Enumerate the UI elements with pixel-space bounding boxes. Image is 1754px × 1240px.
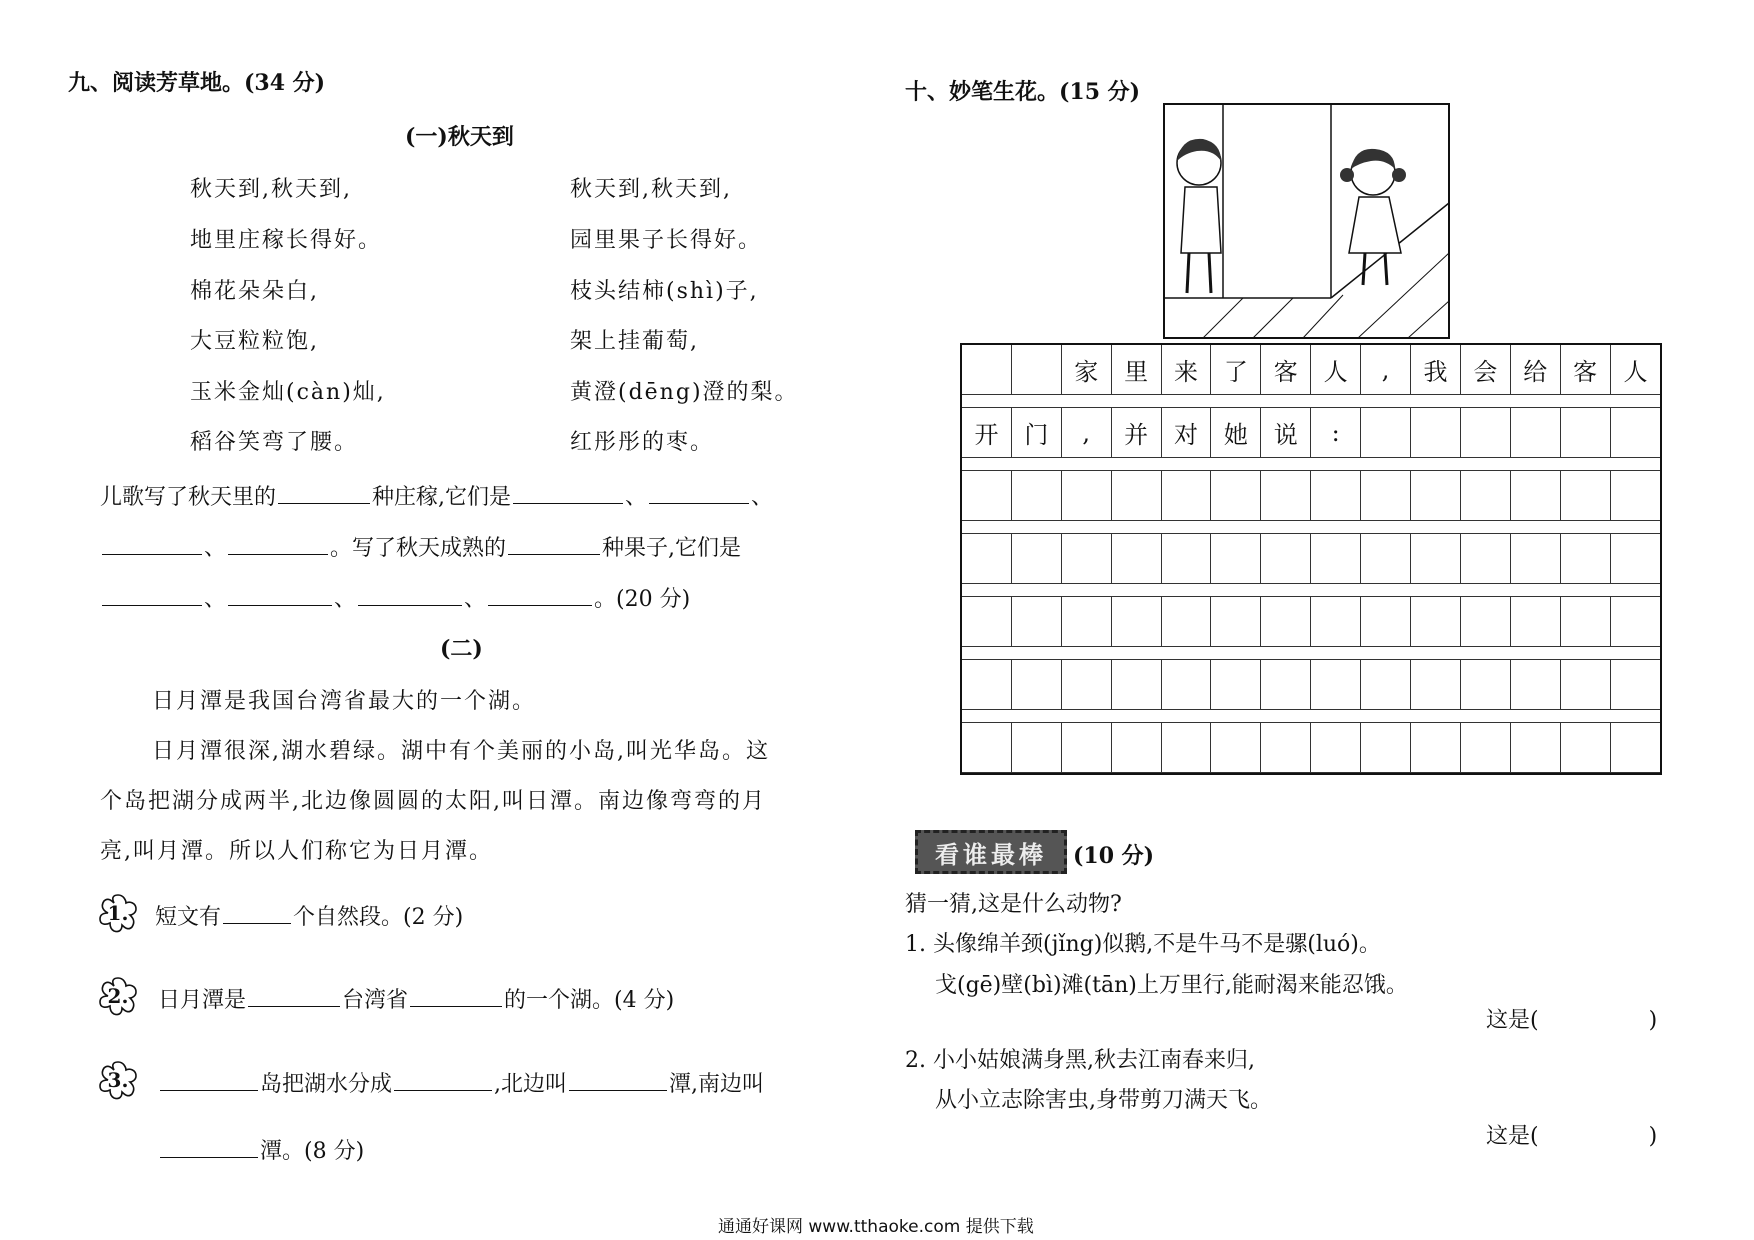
grid-cell[interactable]: 人 bbox=[1311, 345, 1361, 395]
writing-grid[interactable] bbox=[960, 343, 1662, 775]
question-number: 1. bbox=[107, 901, 129, 925]
grid-cell[interactable] bbox=[1211, 471, 1261, 521]
grid-row-gap bbox=[962, 710, 1660, 723]
grid-cell[interactable] bbox=[1112, 660, 1162, 710]
grid-cell[interactable] bbox=[1261, 597, 1311, 647]
answer-blank[interactable] bbox=[394, 1089, 492, 1091]
riddle-1-line2: 戈(gē)壁(bì)滩(tān)上万里行,能耐渴来能忍饿。 bbox=[935, 973, 1408, 998]
q1-text: 。(20 分) bbox=[594, 587, 691, 612]
poem-line: 架上挂葡萄, bbox=[570, 329, 699, 354]
grid-row-gap bbox=[962, 584, 1660, 597]
q-text: ,北边叫 bbox=[494, 1072, 568, 1097]
grid-cell[interactable]: 说 bbox=[1261, 408, 1311, 458]
q1-text: 、 bbox=[625, 485, 648, 510]
grid-cell[interactable] bbox=[962, 345, 1012, 395]
grid-cell[interactable] bbox=[1511, 660, 1561, 710]
grid-cell[interactable] bbox=[1261, 471, 1311, 521]
grid-cell[interactable] bbox=[1511, 534, 1561, 584]
answer-blank[interactable] bbox=[358, 604, 462, 606]
answer-blank[interactable] bbox=[488, 604, 592, 606]
q1-text: 儿歌写了秋天里的 bbox=[100, 485, 277, 510]
poem-line: 玉米金灿(càn)灿, bbox=[190, 380, 386, 405]
grid-cell[interactable]: 开 bbox=[962, 408, 1012, 458]
grid-cell[interactable] bbox=[962, 471, 1012, 521]
q1-text: 种庄稼,它们是 bbox=[372, 485, 512, 510]
grid-row-gap bbox=[962, 647, 1660, 660]
grid-cell[interactable] bbox=[1062, 471, 1112, 521]
grid-cell[interactable] bbox=[1611, 534, 1661, 584]
grid-cell[interactable] bbox=[1012, 660, 1062, 710]
grid-row-gap bbox=[962, 458, 1660, 471]
poem-line: 枝头结柿(shì)子, bbox=[570, 279, 759, 304]
passage-line: 个岛把湖分成两半,北边像圆圆的太阳,叫日潭。南边像弯弯的月 bbox=[100, 789, 766, 814]
answer-blank[interactable] bbox=[102, 604, 202, 606]
answer-blank[interactable] bbox=[508, 553, 600, 555]
grid-cell[interactable] bbox=[1561, 408, 1611, 458]
grid-cell[interactable] bbox=[1561, 723, 1611, 773]
grid-cell[interactable] bbox=[1561, 471, 1611, 521]
grid-cell[interactable]: , bbox=[1361, 345, 1411, 395]
grid-cell[interactable]: 我 bbox=[1411, 345, 1461, 395]
grid-cell[interactable] bbox=[1561, 534, 1611, 584]
poem-line: 红彤彤的枣。 bbox=[570, 430, 715, 455]
door-visitor-illustration bbox=[1163, 103, 1450, 339]
answer-blank[interactable] bbox=[410, 1005, 502, 1007]
grid-cell[interactable]: 了 bbox=[1211, 345, 1261, 395]
riddle-1-line1 bbox=[905, 927, 1381, 958]
q1-line3 bbox=[100, 582, 690, 613]
grid-cell[interactable] bbox=[1012, 723, 1062, 773]
question-number-badge bbox=[96, 1058, 140, 1102]
grid-cell[interactable] bbox=[1261, 534, 1311, 584]
grid-cell[interactable]: 客 bbox=[1261, 345, 1311, 395]
grid-cell[interactable] bbox=[1311, 723, 1361, 773]
grid-cell[interactable] bbox=[1411, 723, 1461, 773]
grid-cell[interactable] bbox=[1062, 723, 1112, 773]
riddle-text: 小小姑娘满身黑,秋去江南春来归, bbox=[933, 1048, 1255, 1073]
grid-cell[interactable] bbox=[1012, 345, 1062, 395]
answer-blank[interactable] bbox=[160, 1156, 258, 1158]
grid-cell[interactable] bbox=[1461, 408, 1511, 458]
question-2 bbox=[158, 983, 674, 1014]
answer-blank[interactable] bbox=[102, 553, 202, 555]
bonus-score: (10 分) bbox=[1073, 843, 1155, 869]
grid-cell[interactable] bbox=[962, 660, 1012, 710]
q1-text: 、 bbox=[751, 485, 774, 510]
poem-line: 地里庄稼长得好。 bbox=[190, 228, 383, 253]
part1-title: (一)秋天到 bbox=[405, 124, 514, 150]
riddle-2-line2: 从小立志除害虫,身带剪刀满天飞。 bbox=[935, 1088, 1272, 1113]
answer-blank[interactable] bbox=[248, 1005, 340, 1007]
question-3-line2 bbox=[158, 1134, 364, 1165]
passage-line: 日月潭很深,湖水碧绿。湖中有个美丽的小岛,叫光华岛。这 bbox=[152, 739, 770, 764]
grid-cell[interactable] bbox=[1511, 471, 1561, 521]
q-text: 个自然段。(2 分) bbox=[293, 905, 464, 930]
q-text: 岛把湖水分成 bbox=[260, 1072, 393, 1097]
grid-cell[interactable] bbox=[1162, 597, 1212, 647]
grid-cell[interactable] bbox=[962, 534, 1012, 584]
grid-cell[interactable] bbox=[1361, 471, 1411, 521]
grid-row bbox=[962, 471, 1660, 521]
grid-cell[interactable] bbox=[1261, 660, 1311, 710]
part2-title: (二) bbox=[440, 636, 483, 662]
riddle-number: 2. bbox=[905, 1048, 926, 1073]
q1-text: 、 bbox=[204, 536, 227, 561]
grid-cell[interactable] bbox=[1411, 408, 1461, 458]
grid-cell[interactable]: 对 bbox=[1162, 408, 1212, 458]
grid-cell[interactable]: 门 bbox=[1012, 408, 1062, 458]
answer-blank[interactable] bbox=[569, 1089, 667, 1091]
grid-row bbox=[962, 597, 1660, 647]
grid-cell[interactable] bbox=[1062, 597, 1112, 647]
q-text: 台湾省 bbox=[342, 988, 409, 1013]
grid-cell[interactable] bbox=[1311, 534, 1361, 584]
grid-cell[interactable] bbox=[1162, 660, 1212, 710]
q-text: 潭,南边叫 bbox=[669, 1072, 765, 1097]
question-number-badge bbox=[96, 974, 140, 1018]
answer-suffix: ) bbox=[1648, 1124, 1658, 1149]
q1-line1 bbox=[100, 480, 773, 511]
q1-text: 种果子,它们是 bbox=[602, 536, 742, 561]
section9-title: 九、阅读芳草地。(34 分) bbox=[68, 70, 326, 96]
grid-cell[interactable] bbox=[1112, 534, 1162, 584]
grid-row-gap bbox=[962, 395, 1660, 408]
grid-cell[interactable] bbox=[1162, 723, 1212, 773]
q-text: 潭。(8 分) bbox=[260, 1139, 365, 1164]
grid-cell[interactable]: 来 bbox=[1162, 345, 1212, 395]
answer-prefix: 这是( bbox=[1486, 1008, 1539, 1033]
question-number: 3. bbox=[107, 1068, 129, 1092]
q1-text: 。写了秋天成熟的 bbox=[330, 536, 507, 561]
grid-cell[interactable] bbox=[1162, 471, 1212, 521]
grid-row bbox=[962, 345, 1660, 395]
grid-cell[interactable] bbox=[1311, 660, 1361, 710]
poem-line: 秋天到,秋天到, bbox=[570, 177, 732, 202]
grid-cell[interactable] bbox=[1461, 471, 1511, 521]
grid-cell[interactable] bbox=[1461, 723, 1511, 773]
grid-cell[interactable] bbox=[1261, 723, 1311, 773]
poem-line: 大豆粒粒饱, bbox=[190, 329, 319, 354]
grid-cell[interactable] bbox=[1411, 660, 1461, 710]
grid-row bbox=[962, 534, 1660, 584]
grid-cell[interactable] bbox=[1411, 471, 1461, 521]
answer-suffix: ) bbox=[1648, 1008, 1658, 1033]
grid-cell[interactable] bbox=[1112, 723, 1162, 773]
poem-line: 稻谷笑弯了腰。 bbox=[190, 430, 359, 455]
grid-cell[interactable] bbox=[1411, 597, 1461, 647]
poem-line: 黄澄(dēng)澄的梨。 bbox=[570, 380, 799, 405]
question-1 bbox=[155, 900, 463, 931]
grid-cell[interactable]: 并 bbox=[1112, 408, 1162, 458]
grid-cell[interactable] bbox=[1511, 597, 1561, 647]
passage-line: 亮,叫月潭。所以人们称它为日月潭。 bbox=[100, 839, 493, 864]
answer-prefix: 这是( bbox=[1486, 1124, 1539, 1149]
grid-cell[interactable] bbox=[1561, 660, 1611, 710]
answer-blank[interactable] bbox=[160, 1089, 258, 1091]
grid-cell[interactable] bbox=[1411, 534, 1461, 584]
grid-cell[interactable]: 人 bbox=[1611, 345, 1661, 395]
grid-cell[interactable]: 里 bbox=[1112, 345, 1162, 395]
passage-line: 日月潭是我国台湾省最大的一个湖。 bbox=[152, 689, 537, 714]
riddle-text: 头像绵羊颈(jǐng)似鹅,不是牛马不是骡(luó)。 bbox=[933, 932, 1381, 957]
answer-blank[interactable] bbox=[223, 922, 291, 924]
q-text: 短文有 bbox=[155, 905, 222, 930]
grid-cell[interactable] bbox=[1211, 723, 1261, 773]
answer-blank[interactable] bbox=[228, 553, 328, 555]
answer-blank[interactable] bbox=[649, 502, 749, 504]
answer-blank[interactable] bbox=[278, 502, 370, 504]
poem-line: 棉花朵朵白, bbox=[190, 279, 319, 304]
riddle-2-line1 bbox=[905, 1043, 1255, 1074]
grid-cell[interactable] bbox=[1461, 534, 1511, 584]
grid-cell[interactable] bbox=[1611, 408, 1661, 458]
riddle-number: 1. bbox=[905, 932, 926, 957]
grid-row-gap bbox=[962, 521, 1660, 534]
grid-cell[interactable] bbox=[1211, 597, 1261, 647]
grid-cell[interactable] bbox=[1012, 597, 1062, 647]
answer-blank[interactable] bbox=[513, 502, 623, 504]
section10-title: 十、妙笔生花。(15 分) bbox=[905, 79, 1141, 105]
grid-cell[interactable] bbox=[1611, 471, 1661, 521]
grid-cell[interactable]: 她 bbox=[1211, 408, 1261, 458]
grid-cell[interactable]: 会 bbox=[1461, 345, 1511, 395]
riddle-1-answer bbox=[1486, 1003, 1657, 1034]
grid-cell[interactable] bbox=[1062, 660, 1112, 710]
question-3-line1 bbox=[158, 1067, 764, 1098]
grid-cell[interactable]: 客 bbox=[1561, 345, 1611, 395]
riddle-2-answer bbox=[1486, 1119, 1657, 1150]
grid-cell[interactable] bbox=[1511, 723, 1561, 773]
grid-cell[interactable] bbox=[1062, 534, 1112, 584]
q1-line2 bbox=[100, 531, 741, 562]
poem-line: 园里果子长得好。 bbox=[570, 228, 763, 253]
grid-cell[interactable] bbox=[962, 597, 1012, 647]
q-text: 的一个湖。(4 分) bbox=[504, 988, 675, 1013]
grid-cell[interactable] bbox=[1012, 534, 1062, 584]
q1-text: 、 bbox=[334, 587, 357, 612]
q1-text: 、 bbox=[204, 587, 227, 612]
grid-cell[interactable] bbox=[1611, 723, 1661, 773]
grid-cell[interactable] bbox=[1311, 471, 1361, 521]
grid-cell[interactable] bbox=[1361, 723, 1411, 773]
grid-row bbox=[962, 660, 1660, 710]
grid-cell[interactable] bbox=[1211, 534, 1261, 584]
footer-credit: 通通好课网 www.tthaoke.com 提供下载 bbox=[718, 1217, 1034, 1237]
grid-cell[interactable] bbox=[1112, 597, 1162, 647]
grid-cell[interactable] bbox=[1611, 660, 1661, 710]
grid-cell[interactable]: : bbox=[1311, 408, 1361, 458]
poem-line: 秋天到,秋天到, bbox=[190, 177, 352, 202]
grid-cell[interactable] bbox=[1461, 597, 1511, 647]
grid-cell[interactable]: , bbox=[1062, 408, 1112, 458]
grid-cell[interactable] bbox=[1012, 471, 1062, 521]
q-text: 日月潭是 bbox=[158, 988, 247, 1013]
grid-cell[interactable] bbox=[1361, 534, 1411, 584]
grid-cell[interactable] bbox=[1461, 660, 1511, 710]
grid-cell[interactable] bbox=[1211, 660, 1261, 710]
grid-cell[interactable]: 给 bbox=[1511, 345, 1561, 395]
question-number: 2. bbox=[107, 984, 129, 1008]
grid-cell[interactable] bbox=[1361, 408, 1411, 458]
grid-cell[interactable] bbox=[1611, 597, 1661, 647]
grid-row bbox=[962, 408, 1660, 458]
answer-blank[interactable] bbox=[228, 604, 332, 606]
q1-text: 、 bbox=[464, 587, 487, 612]
grid-cell[interactable] bbox=[1511, 408, 1561, 458]
grid-row bbox=[962, 723, 1660, 773]
grid-cell[interactable]: 家 bbox=[1062, 345, 1112, 395]
grid-cell[interactable] bbox=[1311, 597, 1361, 647]
grid-cell[interactable] bbox=[1112, 471, 1162, 521]
grid-cell[interactable] bbox=[962, 723, 1012, 773]
bonus-badge: 看谁最棒 bbox=[915, 830, 1067, 874]
grid-cell[interactable] bbox=[1561, 597, 1611, 647]
question-number-badge bbox=[96, 891, 140, 935]
grid-cell[interactable] bbox=[1162, 534, 1212, 584]
bonus-prompt: 猜一猜,这是什么动物? bbox=[905, 892, 1122, 917]
grid-cell[interactable] bbox=[1361, 660, 1411, 710]
grid-cell[interactable] bbox=[1361, 597, 1411, 647]
